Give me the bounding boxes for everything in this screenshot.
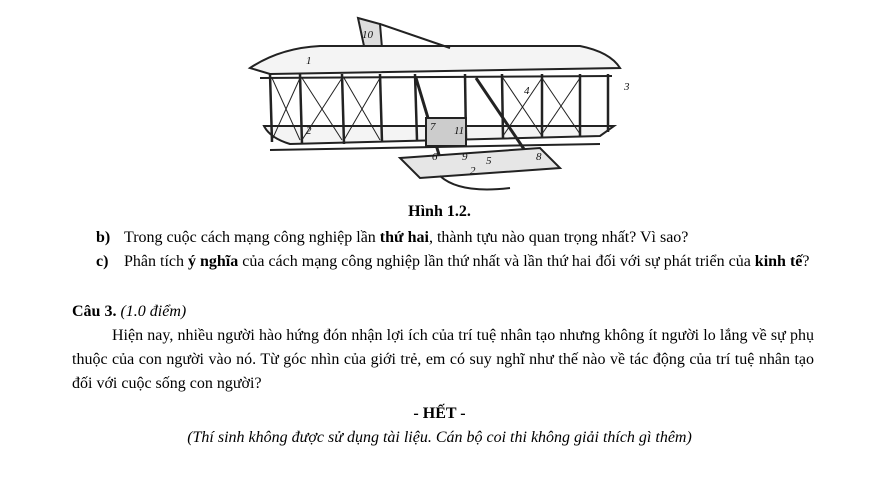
question-text-part: của cách mạng công nghiệp lần thứ nhất và lần thứ hai đối với sự phát triển của	[238, 253, 755, 270]
question-item-b	[96, 226, 826, 250]
figure-label: 1	[306, 55, 312, 67]
figure-label: 10	[362, 29, 373, 41]
question-item-c	[96, 250, 826, 274]
question-letter: b)	[96, 229, 111, 246]
question-3-heading	[72, 300, 186, 324]
figure-label: 6	[432, 151, 438, 163]
figure-label: 3	[624, 81, 630, 93]
question-text-part: Phân tích	[124, 253, 188, 270]
question-text	[124, 226, 826, 250]
wright-flyer-drawing	[240, 8, 640, 196]
question-text-bold: thứ hai	[379, 229, 429, 246]
question-3-points: (1.0 điểm)	[120, 303, 187, 320]
figure-label: 2	[306, 125, 312, 137]
question-text	[124, 250, 826, 274]
figure-label: 2	[470, 165, 476, 177]
question-text-part: , thành tựu nào quan trọng nhất? Vì sao?	[428, 229, 689, 246]
figure-label: 4	[524, 85, 530, 97]
figure-label: 11	[454, 125, 465, 137]
figure-label: 8	[536, 151, 542, 163]
airplane-illustration	[240, 8, 640, 196]
figure-label: 5	[486, 155, 492, 167]
question-text-bold: kinh tế	[754, 253, 803, 270]
figure-label: 7	[430, 121, 436, 133]
question-text-part: Trong cuộc cách mạng công nghiệp lần	[124, 229, 380, 246]
question-3-paragraph: Hiện nay, nhiều người hào hứng đón nhận lợi ích của trí tuệ nhân tạo nhưng không ít người lo lắng về sự phụ thuộc của con người vào nó. Từ góc nhìn của giới trẻ, em có suy nghĩ như thế nào về tác động của trí tuệ nhân tạo đối với cuộc sống con người?	[72, 327, 814, 392]
question-3-label: Câu 3.	[72, 303, 117, 320]
question-text-bold: ý nghĩa	[188, 253, 239, 270]
exam-note: (Thí sinh không được sử dụng tài liệu. Cán bộ coi thi không giải thích gì thêm)	[187, 429, 692, 446]
question-letter: c)	[96, 253, 109, 270]
figure-label: 9	[462, 151, 468, 163]
figure-caption: Hình 1.2.	[408, 203, 471, 220]
end-marker: - HẾT -	[413, 405, 466, 422]
question-text-part: ?	[802, 253, 810, 270]
